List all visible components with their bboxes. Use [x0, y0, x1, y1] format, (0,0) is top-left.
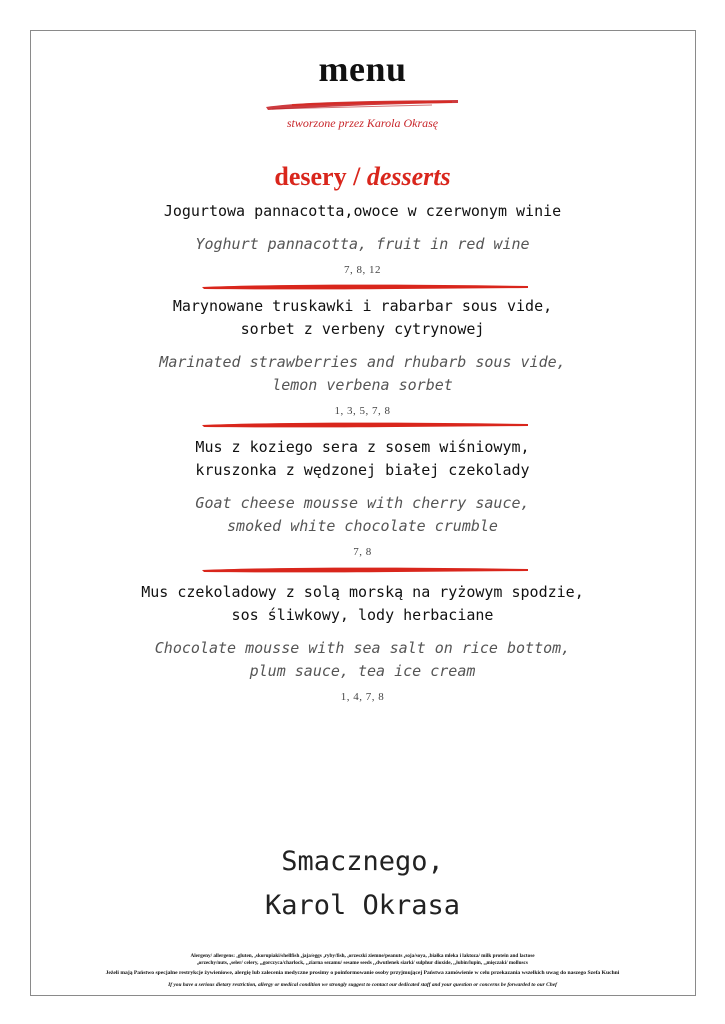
dish-name-pl: Jogurtowa pannacotta,owoce w czerwonym winie	[163, 202, 562, 220]
dish-item	[40, 200, 685, 276]
dish-name-pl: Mus czekoladowy z solą morską na ryżowym spodzie, sos śliwkowy, lody herbaciane	[141, 583, 584, 624]
dish-name-en: Chocolate mousse with sea salt on rice bottom, plum sauce, tea ice cream	[154, 639, 571, 680]
section-heading-pl: desery /	[274, 162, 361, 191]
dish-allergens: 7, 8	[353, 546, 372, 558]
dish-item	[40, 436, 685, 558]
dish-allergens: 1, 4, 7, 8	[340, 691, 385, 703]
dish-name-en: Yoghurt pannacotta, fruit in red wine	[195, 235, 530, 253]
dish-name-pl: Marynowane truskawki i rabarbar sous vide, sorbet z verbeny cytrynowej	[172, 297, 553, 338]
allergen-legend: Alergeny/ allergens: ₁gluten, ₂skorupiaki/shellfish ₃jaja/eggs ₄ryby/fish, ₅orzeszki ziemne/peanuts ₆soja/soya, ₇białka mleka i laktoza/ milk protein and lactose ₈orzechy/nuts, ₉seler/ celery, ₁₀gorczyca/charlock, ₁₁ziarna sezamu/ sesame seeds ₁₂dwutlenek siarki/ sulphur dioxide, ₁₃łubin/lupin, ₁₄mięczaki/ molluscs	[190, 953, 535, 966]
dish-allergens: 7, 8, 12	[344, 264, 381, 276]
title-brush-stroke	[262, 98, 462, 112]
dish-item	[40, 581, 685, 703]
closing-greeting: Smacznego,	[281, 846, 444, 877]
menu-title: menu	[318, 49, 407, 89]
closing-signature	[0, 840, 725, 928]
divider-brush-stroke	[200, 565, 530, 575]
dish-name-pl: Mus z koziego sera z sosem wiśniowym, kruszonka z wędzonej białej czekolady	[195, 438, 530, 479]
chef-signature: Karol Okrasa	[264, 890, 461, 921]
section-heading-en: desserts	[366, 162, 451, 191]
divider-brush-stroke	[200, 420, 530, 430]
section-heading	[0, 162, 725, 192]
divider-brush-stroke	[200, 282, 530, 292]
menu-subtitle: stworzone przez Karola Okrasę	[286, 116, 439, 130]
dish-item	[40, 295, 685, 417]
dietary-notice-pl: Jeżeli mają Państwo specjalne restrykcje żywieniowe, alergię lub zalecenia medyczne prosimy o poinformowanie osoby przyjmującej Państwa zamówienie w celu przekazania wszelkich uwag do naszego Szefa Kuchni	[105, 970, 620, 976]
dietary-notice-en: If you have a serious dietary restriction, allergy or medical condition we strongly suggest to contact our dedicated staff and your question or concerns be forwarded to our Chef	[168, 982, 557, 988]
dish-allergens: 1, 3, 5, 7, 8	[334, 405, 391, 417]
dish-name-en: Goat cheese mousse with cherry sauce, smoked white chocolate crumble	[195, 494, 530, 535]
dish-name-en: Marinated strawberries and rhubarb sous vide, lemon verbena sorbet	[159, 353, 566, 394]
